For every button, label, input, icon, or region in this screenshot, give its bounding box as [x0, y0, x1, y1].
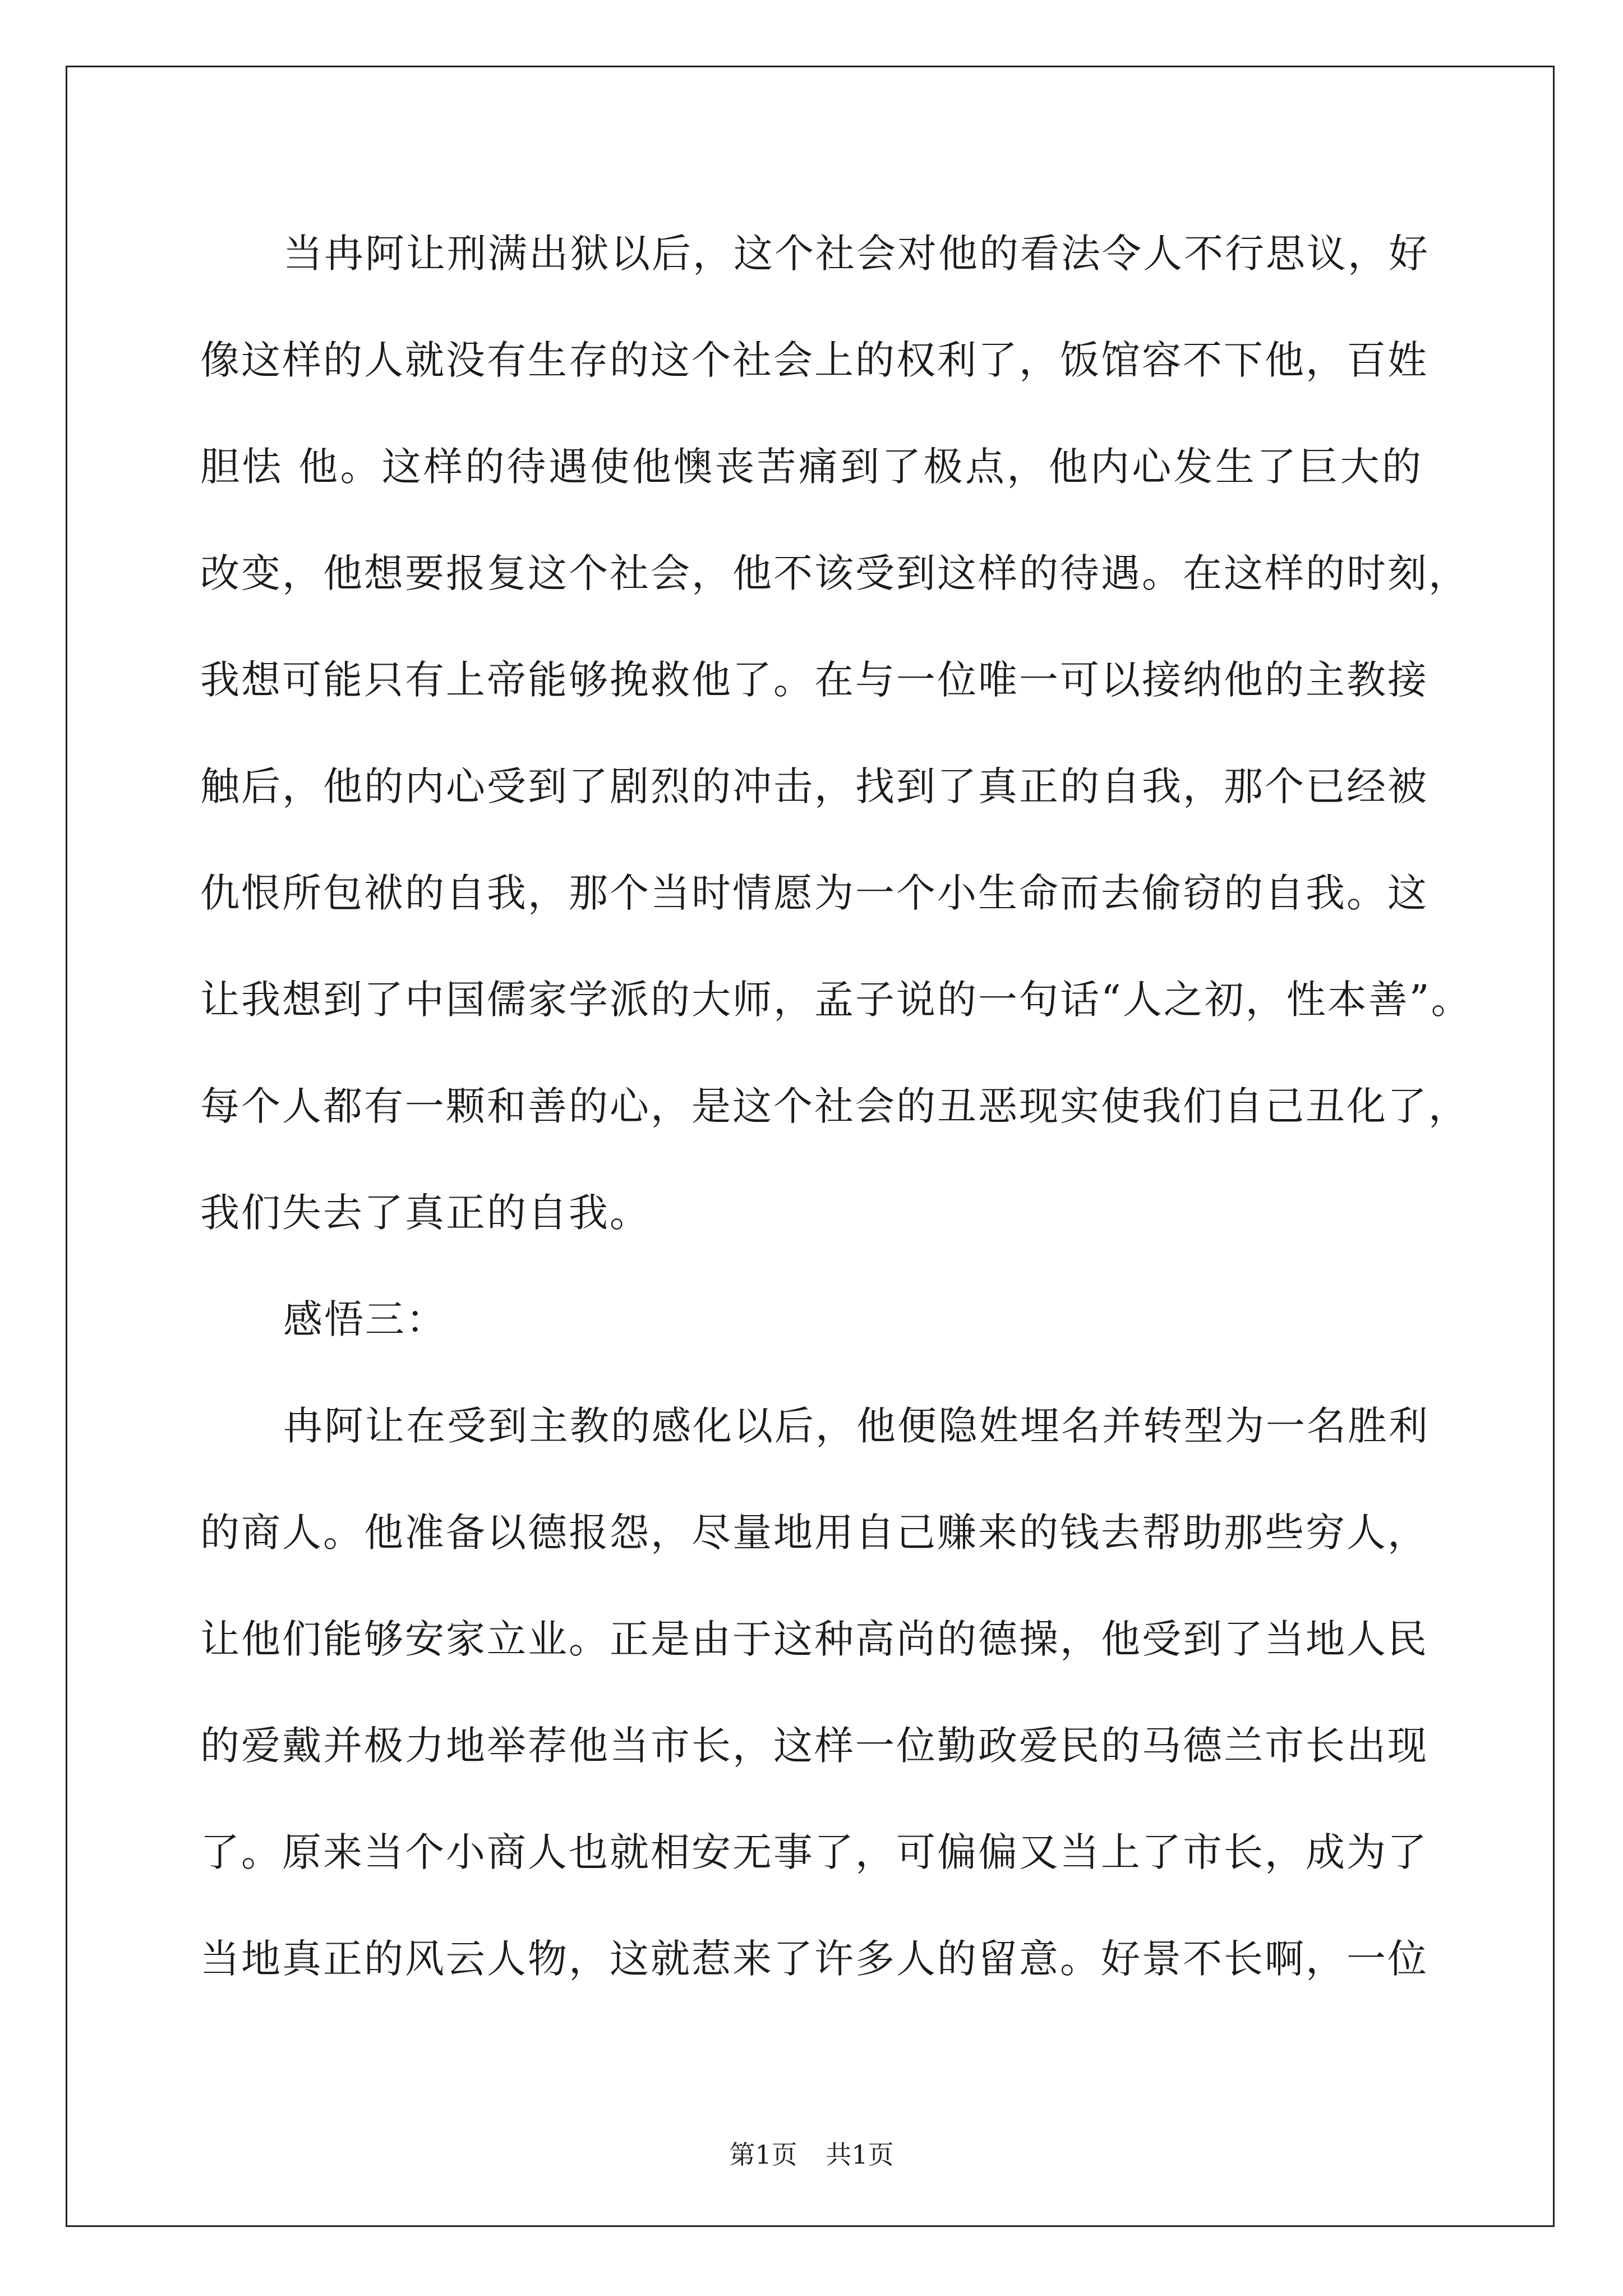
text-line: 冉阿让在受到主教的感化以后，他便隐姓埋名并转型为一名胜利 [283, 1403, 1430, 1449]
text-line: 触后，他的内心受到了剧烈的冲击，找到了真正的自我，那个已经被 [200, 763, 1428, 809]
text-line: 仇恨所包袱的自我，那个当时情愿为一个小生命而去偷窃的自我。这 [200, 870, 1428, 916]
text-line: 当地真正的风云人物，这就惹来了许多人的留意。好景不长啊，一位 [200, 1936, 1428, 1982]
text-line: 的商人。他准备以德报怨，尽量地用自己赚来的钱去帮助那些穷人， [200, 1510, 1428, 1556]
page-number: 第1页 [729, 2139, 797, 2170]
text-line: 的爱戴并极力地举荐他当市长，这样一位勤政爱民的马德兰市长出现 [200, 1723, 1428, 1769]
text-line: 每个人都有一颗和善的心，是这个社会的丑恶现实使我们自己丑化了， [200, 1083, 1469, 1129]
text-line: 当冉阿让刑满出狱以后，这个社会对他的看法令人不行思议，好 [283, 231, 1430, 277]
page-footer [0, 2139, 1623, 2170]
text-line: 像这样的人就没有生存的这个社会上的权利了，饭馆容不下他，百姓 [200, 337, 1428, 383]
page-total: 共1页 [826, 2139, 894, 2170]
page-border [66, 66, 1555, 2227]
text-line: 了。原来当个小商人也就相安无事了，可偏偏又当上了市长，成为了 [200, 1829, 1428, 1875]
text-line: 让他们能够安家立业。正是由于这种高尚的德操，他受到了当地人民 [200, 1616, 1428, 1662]
text-line: 胆怯 他。这样的待遇使他懊丧苦痛到了极点，他内心发生了巨大的 [200, 444, 1423, 490]
text-line: 让我想到了中国儒家学派的大师，孟子说的一句话“人之初，性本善”。 [200, 977, 1472, 1023]
text-line: 我们失去了真正的自我。 [200, 1190, 651, 1236]
section-heading: 感悟三： [283, 1296, 447, 1342]
text-line: 我想可能只有上帝能够挽救他了。在与一位唯一可以接纳他的主教接 [200, 657, 1428, 703]
text-line: 改变，他想要报复这个社会，他不该受到这样的待遇。在这样的时刻， [200, 550, 1469, 596]
